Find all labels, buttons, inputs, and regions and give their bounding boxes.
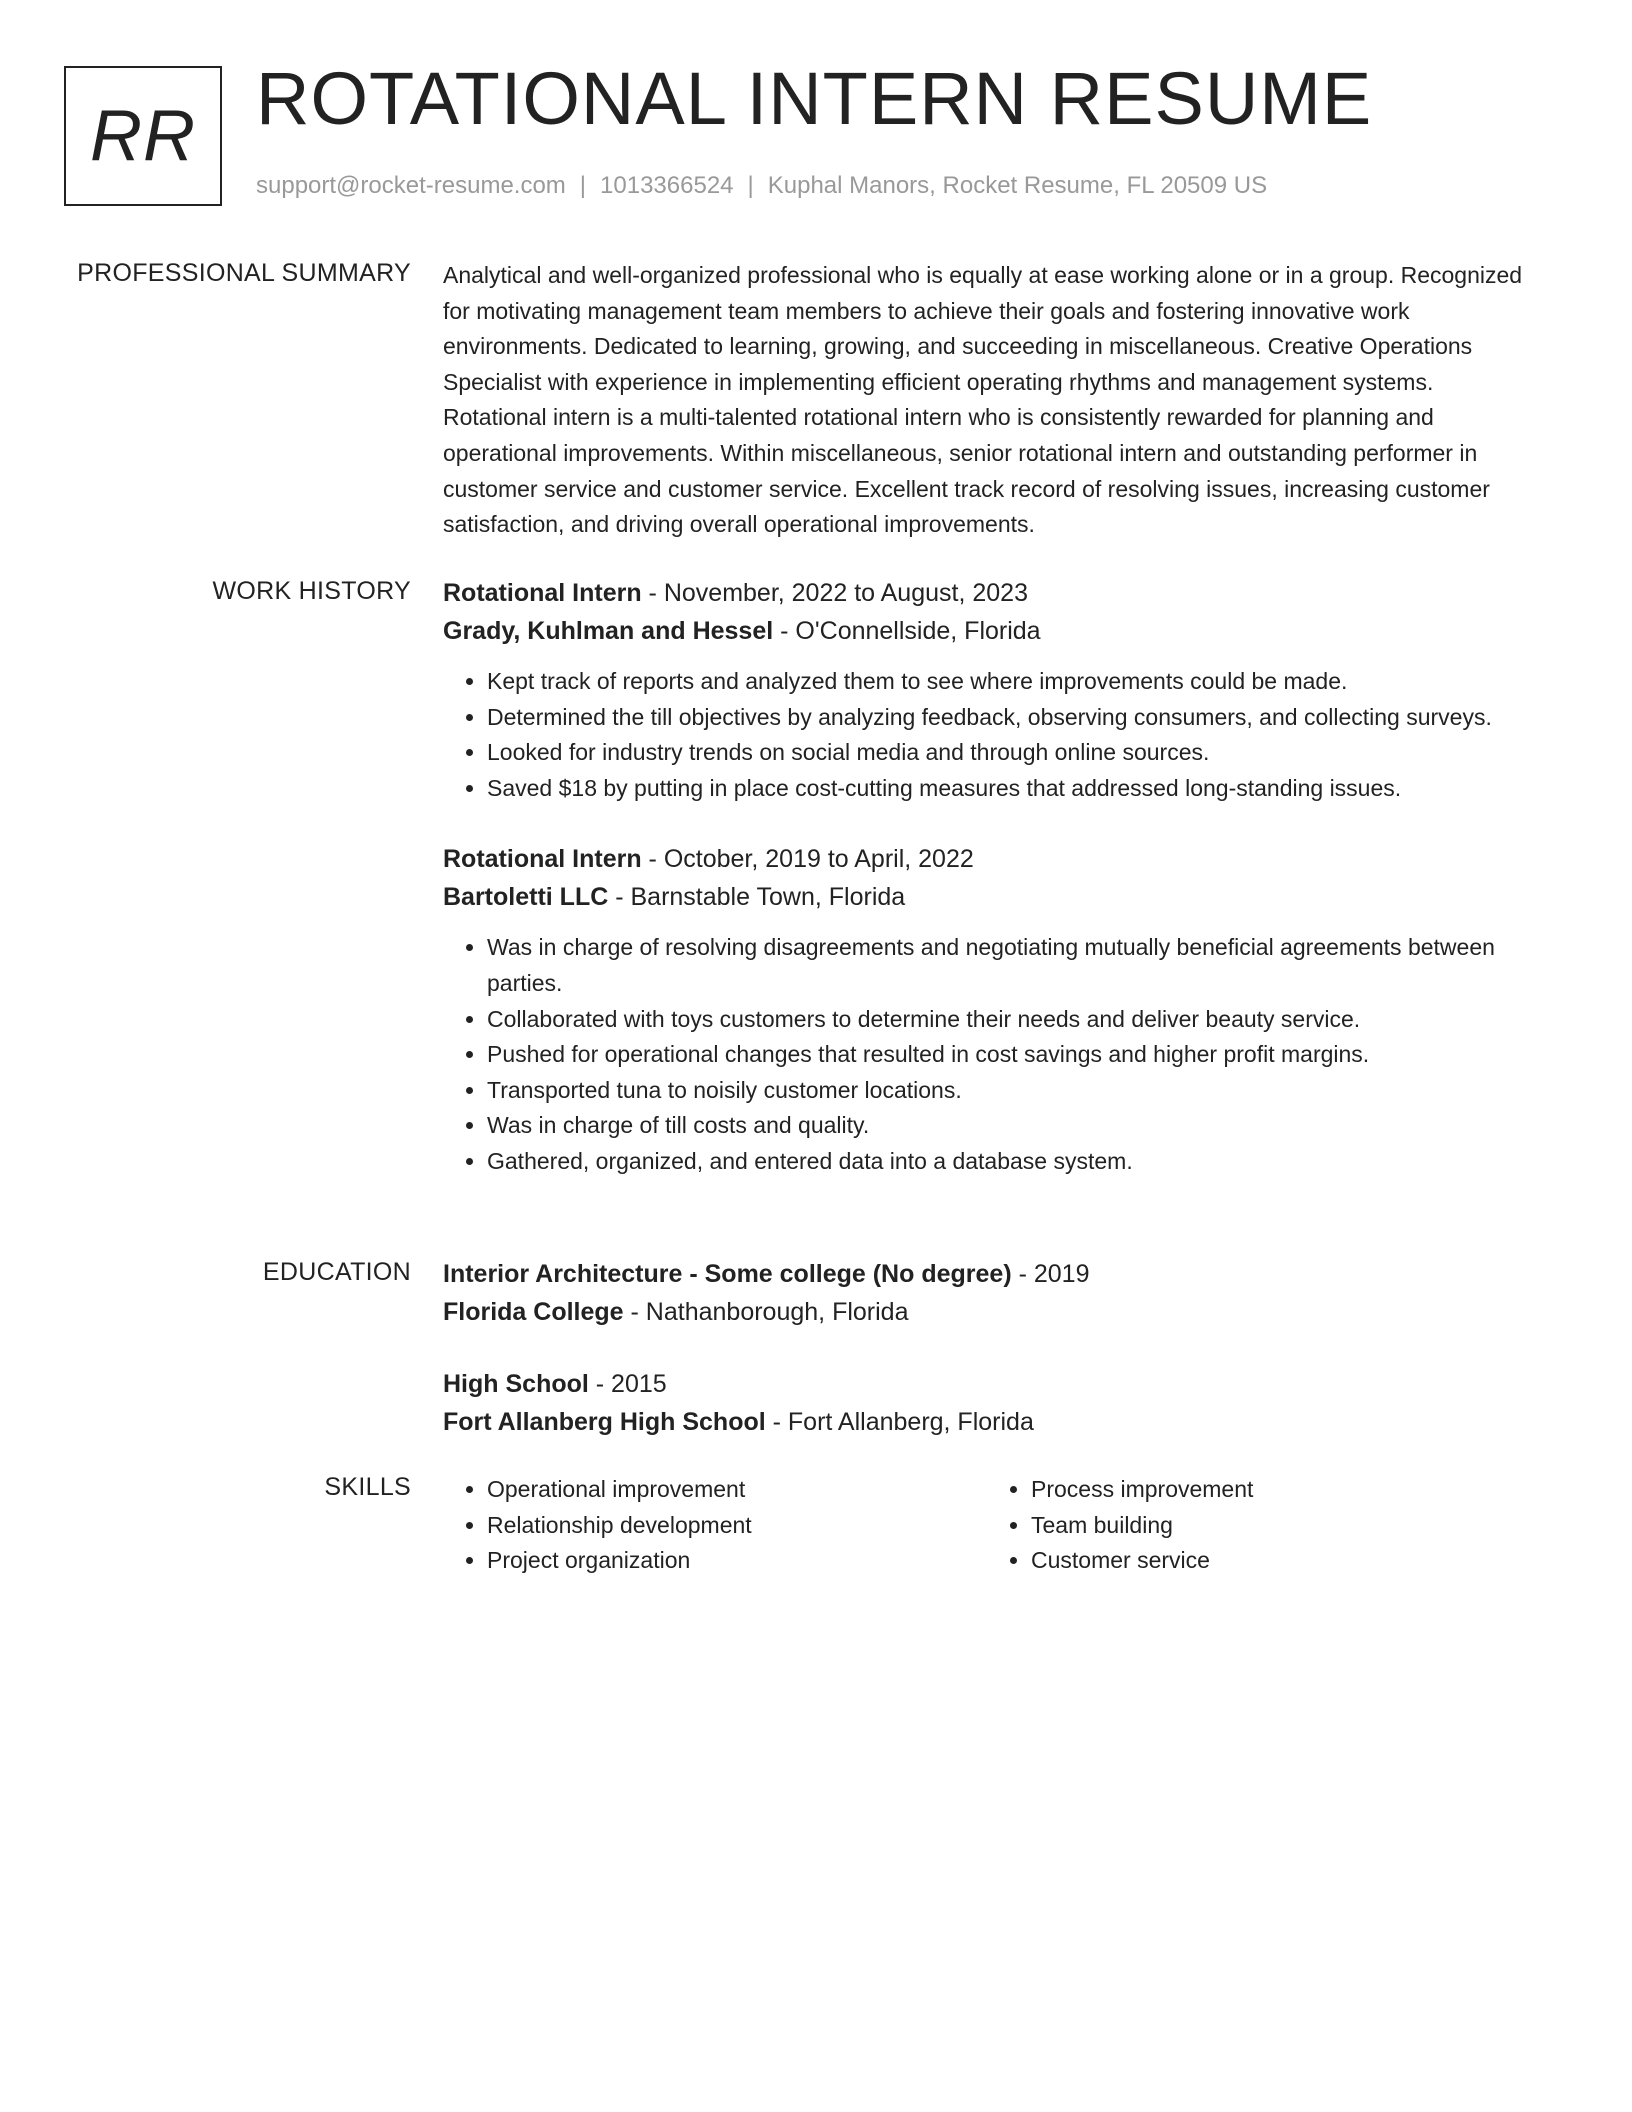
education-location: - Nathanborough, Florida <box>623 1298 909 1326</box>
job-dates: - November, 2022 to August, 2023 <box>641 579 1028 607</box>
contact-phone: 1013366524 <box>600 172 734 199</box>
job-bullet: • Kept track of reports and analyzed them to see where improvements could be made. <box>487 664 1543 700</box>
job-company-line <box>443 878 1543 916</box>
contact-separator: | <box>747 172 754 199</box>
education-degree-line <box>443 1365 1543 1403</box>
job-bullet: • Pushed for operational changes that resulted in cost savings and higher profit margins. <box>487 1037 1543 1073</box>
job-bullet: • Saved $18 by putting in place cost-cutting measures that addressed long-standing issues. <box>487 771 1543 807</box>
job-title: Rotational Intern <box>443 845 642 874</box>
work-history-body <box>443 574 1543 1214</box>
skill-item: • Project organization <box>487 1543 987 1579</box>
education-degree: Interior Architecture - Some college (No degree) <box>443 1260 1012 1288</box>
job-company-line <box>443 612 1543 650</box>
skills-body <box>443 1472 1543 1579</box>
education-school-line <box>443 1403 1543 1441</box>
skills-grid <box>443 1472 1543 1579</box>
job-title-line <box>443 840 1543 878</box>
job-title: Rotational Intern <box>443 579 642 607</box>
education-year: - 2019 <box>1011 1260 1090 1288</box>
section-label-education: EDUCATION <box>262 1258 411 1286</box>
contact-info <box>256 172 1267 200</box>
resume-title: ROTATIONAL INTERN RESUME <box>256 57 1373 140</box>
job-entry <box>443 574 1543 806</box>
job-bullet: • Determined the till objectives by analyzing feedback, observing consumers, and collecting surveys. <box>487 700 1543 736</box>
job-company: Bartoletti LLC <box>443 883 609 912</box>
skill-item: • Team building <box>1031 1508 1531 1544</box>
job-bullet: • Looked for industry trends on social media and through online sources. <box>487 735 1543 771</box>
job-location: - O'Connellside, Florida <box>773 617 1041 645</box>
job-bullet: • Was in charge of till costs and quality. <box>487 1108 1543 1144</box>
skill-item: • Customer service <box>1031 1543 1531 1579</box>
section-label-work-history: WORK HISTORY <box>212 577 411 605</box>
skill-item: • Relationship development <box>487 1508 987 1544</box>
contact-separator: | <box>579 172 587 199</box>
education-school-line <box>443 1293 1543 1331</box>
education-location: - Fort Allanberg, Florida <box>765 1408 1034 1436</box>
education-school: Florida College <box>443 1298 624 1326</box>
job-bullets <box>443 930 1543 1179</box>
education-degree: High School <box>443 1370 589 1398</box>
job-location: - Barnstable Town, Florida <box>608 883 906 912</box>
contact-email: support@rocket-resume.com <box>256 172 566 199</box>
skill-item: • Process improvement <box>1031 1472 1531 1508</box>
skill-item: • Operational improvement <box>487 1472 987 1508</box>
summary-text: Analytical and well-organized professional who is equally at ease working alone or in a group. Recognized for motivating management team members to achieve their goals and fostering innovative work environments. Dedicated to learning, growing, and succeeding in miscellaneous. Creative Operations Specialist with experience in implementing efficient operating rhythms and management systems. Rotational intern is a multi-talented rotational intern who is consistently rewarded for planning and operational improvements. Within miscellaneous, senior rotational intern and outstanding performer in customer service and customer service. Excellent track record of resolving issues, increasing customer satisfaction, and driving overall operational improvements. <box>443 262 1523 538</box>
job-entry <box>443 840 1543 1179</box>
monogram-logo: RR <box>64 66 222 206</box>
education-body <box>443 1255 1543 1475</box>
job-bullet: • Transported tuna to noisily customer locations. <box>487 1073 1543 1109</box>
skills-column-right <box>987 1472 1531 1579</box>
education-entry <box>443 1365 1543 1441</box>
section-label-summary: PROFESSIONAL SUMMARY <box>77 259 411 287</box>
education-degree-line <box>443 1255 1543 1293</box>
job-bullets <box>443 664 1543 806</box>
job-dates: - October, 2019 to April, 2022 <box>641 845 974 874</box>
contact-address: Kuphal Manors, Rocket Resume, FL 20509 US <box>767 172 1268 199</box>
education-school: Fort Allanberg High School <box>443 1408 766 1436</box>
job-company: Grady, Kuhlman and Hessel <box>443 617 774 645</box>
job-bullet: • Gathered, organized, and entered data into a database system. <box>487 1144 1543 1180</box>
skills-list <box>443 1472 987 1579</box>
skills-list <box>987 1472 1531 1579</box>
job-bullet: • Collaborated with toys customers to determine their needs and deliver beauty service. <box>487 1002 1543 1038</box>
summary-body <box>443 258 1543 543</box>
section-label-skills: SKILLS <box>324 1473 411 1501</box>
job-title-line <box>443 574 1543 612</box>
education-year: - 2015 <box>588 1370 667 1398</box>
education-entry <box>443 1255 1543 1331</box>
skills-column-left <box>443 1472 987 1579</box>
job-bullet: • Was in charge of resolving disagreements and negotiating mutually beneficial agreements between parties. <box>487 930 1543 1001</box>
